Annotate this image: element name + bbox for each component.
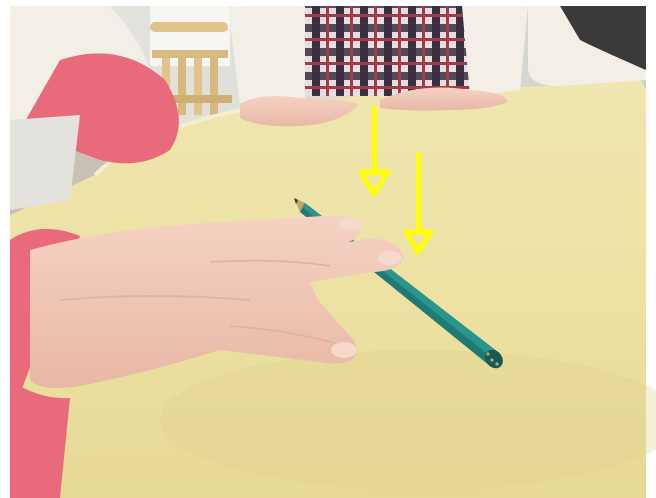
table-shading: [160, 350, 656, 490]
right-child: [528, 6, 646, 86]
